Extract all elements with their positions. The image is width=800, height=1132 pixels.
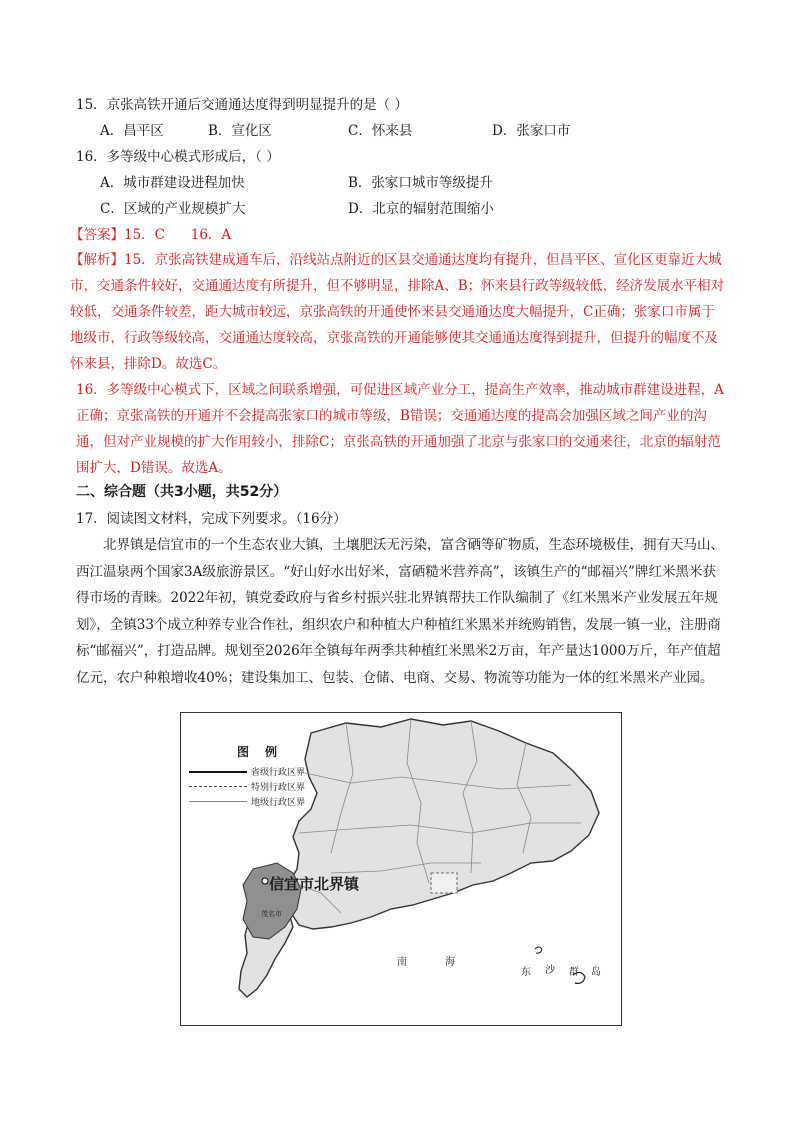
q16-option-d: D．北京的辐射范围缩小 [348, 201, 494, 217]
answer-label: 【答案】 [70, 227, 124, 243]
q15-stem: 15．京张高铁开通后交通通达度得到明显提升的是（ ） [76, 97, 408, 113]
town-label: 信宜市北界镇 [269, 875, 360, 893]
legend-row-special [189, 779, 319, 794]
island-label-1: 东 [521, 967, 531, 978]
sea-label-2: 海 [445, 957, 455, 968]
section-heading: 二、综合题（共3小题，共52分） [76, 484, 288, 500]
analysis-q15 [70, 247, 726, 377]
island-label-2: 沙 [545, 965, 555, 976]
analysis-q16-text: 16．多等级中心模式下，区域之间联系增强，可促进区域产业分工，提高生产效率，推动城市群建设进程，A正确；京张高铁的开通并不会提高张家口的城市等级，B错误；交通通达度的提高会加强区域之间产业的沟通，但对产业规模的扩大作用较小，排除C；京张高铁的开通加强了北京与张家口的交通来往，北京的辐射范围扩大，D错误。故选A。 [76, 382, 724, 476]
dashed-line-icon [189, 786, 247, 787]
q15-option-b: B．宣化区 [208, 123, 272, 139]
q16-stem: 16．多等级中心模式形成后，（ ） [76, 149, 280, 165]
special-region [431, 873, 457, 893]
answer-line [70, 224, 231, 246]
legend-label-prefecture: 地级行政区界 [251, 798, 306, 808]
analysis-label: 【解析】 [70, 252, 124, 268]
analysis-q15-text: 15．京张高铁建成通车后，沿线站点附近的区县交通通达度均有提升，但昌平区、宣化区更靠近大城市，交通条件较好，交通通达度有所提升，但不够明显，排除A、B；怀来县行政等级较低，经济发展水平相对较低，交通条件较差，距大城市较远，京张高铁的开通使怀来县交通通达度大幅提升，C正确；张家口市属于地级市，行政等级较高，交通通达度较高，京张高铁的开通能够使其交通通达度得到提升，但提升的幅度不及怀来县，排除D。故选C。 [70, 252, 725, 372]
map-legend [189, 743, 319, 809]
q16-option-a: A．城市群建设进程加快 [100, 175, 245, 191]
island-label-3: 群 [569, 967, 579, 978]
province-land [287, 719, 599, 929]
county-label: 茂名市 [261, 910, 282, 918]
q17-material: 北界镇是信宜市的一个生态农业大镇，土壤肥沃无污染，富含硒等矿物质，生态环境极佳，拥有天马山、西江温泉两个国家3A级旅游景区。“好山好水出好米，富硒糙米营养高”，该镇生产的“邮福兴”牌红米黑米获得市场的青睐。2022年初，镇党委政府与省乡村振兴驻北界镇帮扶工作队编制了《红米黑米产业发展五年规划》，全镇33个成立种养专业合作社，组织农户和种植大户种植红米黑米并统购销售，发展一镇一业，注册商标“邮福兴”，打造品牌。规划至2026年全镇每年两季共种植红米黑米2万亩，年产量达1000万斤，年产值超亿元，农户种粮增收40%；建设集加工、包装、仓储、电商、交易、物流等功能为一体的红米黑米产业园。 [76, 537, 724, 686]
q15-option-a: A．昌平区 [100, 123, 164, 139]
legend-row-prefecture [189, 794, 319, 809]
sea-label-1: 南 [397, 957, 407, 968]
legend-label-special: 特别行政区界 [251, 783, 306, 793]
q15-option-d: D．张家口市 [492, 123, 571, 139]
q16-option-c: C．区域的产业规模扩大 [100, 201, 246, 217]
legend-row-province [189, 764, 319, 779]
q17-stem: 17．阅读图文材料，完成下列要求。（16分） [76, 511, 347, 527]
q15-option-c: C．怀来县 [348, 123, 413, 139]
map-figure [180, 712, 622, 1026]
island-symbol-2 [535, 947, 542, 953]
legend-title: 图例 [237, 745, 294, 759]
thin-line-icon [189, 801, 247, 802]
answer-text: 15．C 16．A [124, 227, 232, 243]
legend-label-province: 省级行政区界 [251, 768, 306, 778]
island-label-4: 岛 [591, 967, 601, 978]
solid-line-icon [189, 771, 247, 773]
q16-option-b: B．张家口城市等级提升 [348, 175, 493, 191]
town-marker [262, 878, 268, 884]
